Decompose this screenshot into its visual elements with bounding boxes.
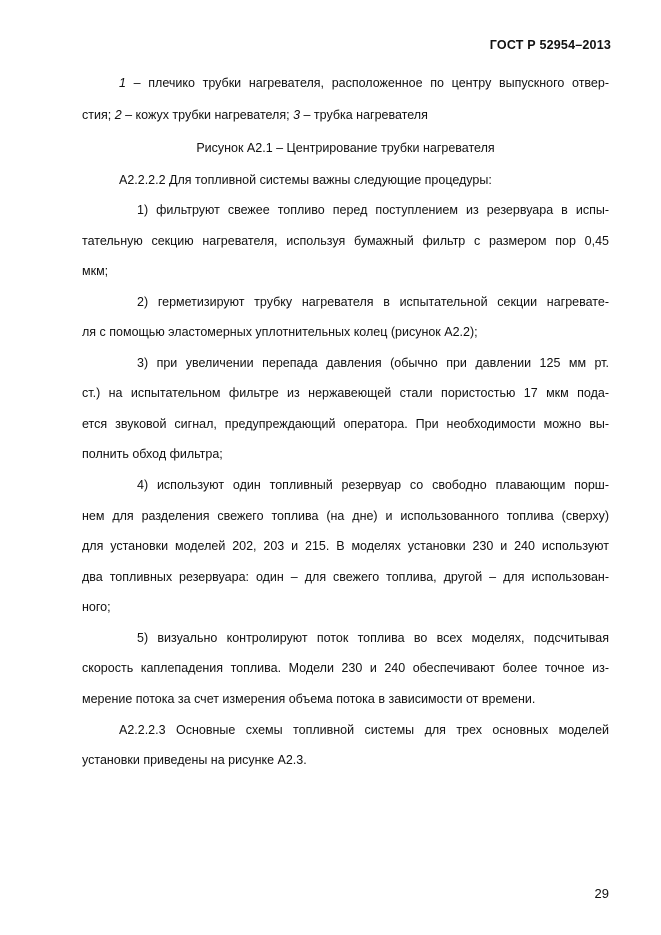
item-5-line-1: 5) визуально контролируют поток топлива во всех моделях, подсчитывая: [137, 631, 609, 645]
item-4-line-5: ного;: [82, 600, 111, 614]
paragraph-a2222: А2.2.2.2 Для топливной системы важны следующие процедуры:: [119, 173, 492, 187]
item-4-line-2: нем для разделения свежего топлива (на дне) и использованного топлива (сверху): [82, 509, 609, 523]
item-5-line-3: мерение потока за счет измерения объема потока в зависимости от времени.: [82, 692, 536, 706]
caption-text-3: – трубка нагревателя: [300, 108, 428, 122]
item-4-line-1: 4) используют один топливный резервуар со свободно плавающим порш-: [137, 478, 609, 492]
paragraph-a2223-line-1: А2.2.2.3 Основные схемы топливной системы для трех основных моделей: [119, 723, 609, 737]
caption-line-1: [119, 74, 609, 92]
item-2-line-2: ля с помощью эластомерных уплотнительных колец (рисунок А2.2);: [82, 325, 478, 339]
item-3-line-2: ст.) на испытательном фильтре из нержавеющей стали пористостью 17 мкм пода-: [82, 386, 609, 400]
item-3-line-1: 3) при увеличении перепада давления (обычно при давлении 125 мм рт.: [137, 356, 609, 370]
standard-header: ГОСТ Р 52954–2013: [489, 38, 611, 52]
item-2-line-1: 2) герметизируют трубку нагревателя в испытательной секции нагревате-: [137, 295, 609, 309]
caption-text-0: стия;: [82, 108, 115, 122]
caption-number-2: 2: [114, 108, 122, 122]
caption-line-2: [82, 106, 609, 124]
item-3-line-3: ется звуковой сигнал, предупреждающий оператора. При необходимости можно вы-: [82, 417, 609, 431]
item-4-line-4: два топливных резервуара: один – для свежего топлива, другой – для использован-: [82, 570, 609, 584]
caption-text-2: – кожух трубки нагревателя;: [121, 108, 294, 122]
item-3-line-4: полнить обход фильтра;: [82, 447, 223, 461]
page-number: 29: [594, 886, 609, 901]
caption-number-3: 3: [293, 108, 301, 122]
item-1-line-3: мкм;: [82, 264, 109, 278]
caption-text-1: – плечико трубки нагревателя, расположенное по центру выпускного отвер-: [125, 76, 609, 90]
item-4-line-3: для установки моделей 202, 203 и 215. В моделях установки 230 и 240 используют: [82, 539, 609, 553]
figure-title: Рисунок А2.1 – Центрирование трубки нагревателя: [196, 141, 495, 155]
item-1-line-1: 1) фильтруют свежее топливо перед поступлением из резервуара в испы-: [137, 203, 609, 217]
caption-number-1: 1: [119, 76, 126, 90]
paragraph-a2223-line-2: установки приведены на рисунке А2.3.: [82, 753, 307, 767]
item-5-line-2: скорость каплепадения топлива. Модели 230 и 240 обеспечивают более точное из-: [82, 661, 609, 675]
item-1-line-2: тательную секцию нагревателя, используя бумажный фильтр с размером пор 0,45: [82, 234, 609, 248]
